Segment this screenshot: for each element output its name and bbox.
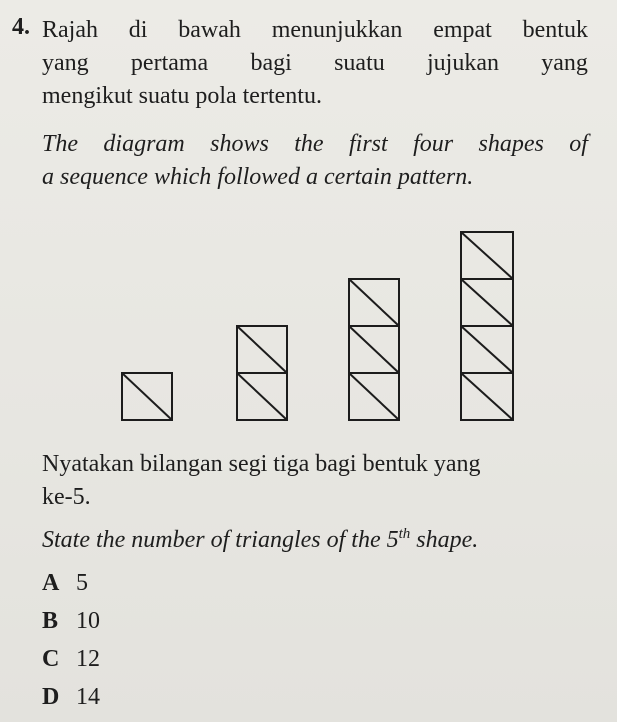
question-text-malay — [42, 14, 594, 113]
square-with-diagonal — [461, 373, 513, 420]
question-text-english — [42, 128, 594, 194]
answer-options — [42, 564, 100, 716]
option-value: 14 — [76, 684, 100, 710]
option-value: 10 — [76, 608, 100, 634]
prompt-text-english — [42, 524, 594, 557]
option-letter: C — [42, 646, 60, 672]
option-value: 12 — [76, 646, 100, 672]
square-with-diagonal — [237, 373, 287, 420]
option-b[interactable] — [42, 602, 100, 640]
shape-2 — [237, 326, 287, 420]
english-line-2: a sequence which followed a certain pattern. — [42, 164, 474, 190]
option-letter: D — [42, 684, 60, 710]
option-letter: B — [42, 608, 59, 634]
english-line-1: The diagram shows the first four shapes of — [42, 131, 588, 157]
square-with-diagonal — [349, 279, 399, 326]
square-with-diagonal — [237, 326, 287, 373]
shape-4 — [461, 232, 513, 420]
option-letter: A — [42, 570, 60, 596]
option-d[interactable] — [42, 678, 100, 716]
square-with-diagonal — [461, 232, 513, 279]
square-with-diagonal — [461, 326, 513, 373]
prompt-text-malay — [42, 448, 594, 514]
malay-line-2: yang pertama bagi suatu jujukan yang — [42, 50, 588, 76]
option-value: 5 — [76, 570, 88, 596]
shape-3 — [349, 279, 399, 420]
shape-1 — [122, 373, 172, 420]
square-with-diagonal — [122, 373, 172, 420]
prompt-english-line: State the number of triangles of the 5th shape. — [42, 526, 479, 553]
prompt-malay-line-1: Nyatakan bilangan segi tiga bagi bentuk yang — [42, 451, 481, 477]
pattern-svg — [0, 220, 617, 440]
prompt-malay-line-2: ke-5. — [42, 484, 91, 510]
question-number: 4. — [12, 14, 30, 40]
malay-line-3: mengikut suatu pola tertentu. — [42, 83, 322, 109]
option-a[interactable] — [42, 564, 100, 602]
square-with-diagonal — [349, 373, 399, 420]
square-with-diagonal — [349, 326, 399, 373]
pattern-figure — [0, 220, 617, 440]
malay-line-1: Rajah di bawah menunjukkan empat bentuk — [42, 17, 588, 43]
square-with-diagonal — [461, 279, 513, 326]
option-c[interactable] — [42, 640, 100, 678]
